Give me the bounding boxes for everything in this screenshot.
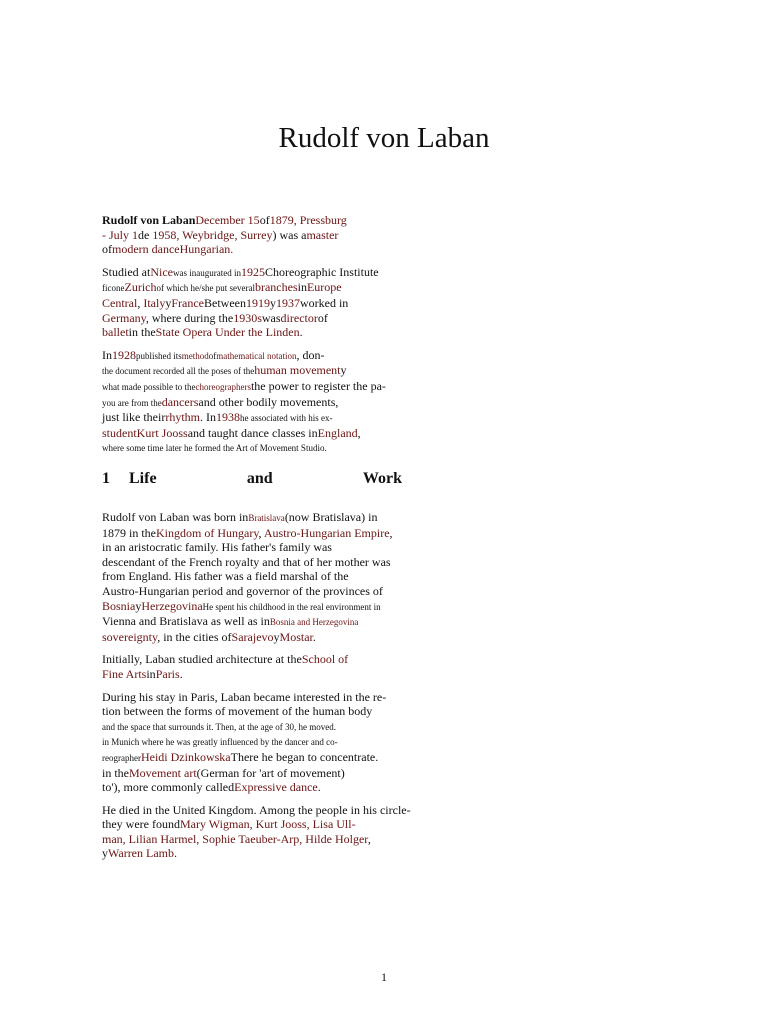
text-segment: cone [107,283,125,294]
text-link[interactable]: man, Lilian Harmel, Sophie Taeuber-Arp, Hilde Holger [102,831,368,846]
text-link[interactable]: Herzegovina [141,598,203,613]
text-link[interactable]: 1930s [233,310,262,325]
text-segment: descendant of the French royalty and that of her mother was [102,554,391,569]
text-segment: in Munich where he was greatly influenced by the dancer and co- [102,737,338,748]
text-link[interactable]: Heidi Dzinkowska [140,749,231,764]
text-segment: Rudolf von Laban was born in [102,510,249,524]
text-link[interactable]: Nice [150,264,173,279]
text-link[interactable]: Fine Arts [102,666,147,681]
text-line [102,569,402,584]
text-segment: In [102,347,112,362]
text-segment: worked in [299,295,349,310]
text-link[interactable]: Kurt Jooss [136,425,188,440]
text-link[interactable]: Kingdom of Hungary [156,525,259,540]
text-segment: tion between the forms of movement of the human body [102,704,373,719]
text-segment: , don- [296,347,325,362]
text-link[interactable]: 1925 [240,264,265,279]
text-line [102,704,402,719]
text-link[interactable]: director [280,310,318,325]
text-line [102,630,402,645]
text-segment: y [135,598,142,613]
text-link[interactable]: Germany [102,310,146,325]
text-segment: , [258,525,264,540]
text-segment: and the space that surrounds it. Then, at the age of 30, he moved. [102,721,337,732]
text-line [102,667,402,682]
text-segment: in an aristocratic family. His father's family was [102,540,332,555]
text-line [102,599,402,615]
text-line [102,228,402,243]
text-segment: Vienna and Bratislava as well as in [102,614,270,629]
text-segment: , in the cities of [157,629,232,644]
text-segment: y [269,295,276,310]
page-number: 1 [381,970,387,984]
text-link[interactable]: Europe [306,280,342,295]
paragraph [102,690,402,795]
text-link[interactable]: Bosnia [102,598,136,613]
text-link[interactable]: France [171,295,204,310]
text-segment: the power to register the pa- [250,378,386,393]
paragraph [102,652,402,681]
text-link[interactable]: student [102,425,137,440]
text-link[interactable]: dancers [161,394,199,409]
text-line [102,410,402,426]
paragraph [102,213,402,257]
text-link[interactable]: Mary Wigman, Kurt Jooss, Lisa Ull- [179,817,356,832]
text-link[interactable]: State Opera Under the Linden [155,325,300,340]
text-line [102,540,402,555]
text-segment: , where during the [145,310,234,325]
text-segment: , [137,295,144,310]
text-segment: y [102,846,108,861]
text-segment: , [367,831,371,846]
text-segment: , [357,425,361,440]
text-link[interactable]: Central [102,295,138,310]
text-line [102,311,402,326]
text-segment: . In [200,410,216,425]
text-link[interactable]: 1938 [216,410,240,425]
section-word: Work [362,470,402,487]
text-segment: y [340,363,347,378]
text-link[interactable]: Zurich [124,280,157,295]
text-line [102,426,402,441]
text-link[interactable]: 1928 [112,347,136,362]
text-line [102,584,402,599]
text-link[interactable]: human movement [254,363,341,378]
text-link[interactable]: Hungarian. [179,242,234,257]
text-segment: of which he/she put several [156,283,255,294]
text-line [102,510,402,526]
text-line [102,395,402,411]
text-segment: where some time later he formed the Art of Movement Studio. [102,443,327,454]
text-line [102,802,411,818]
text-segment: 1879 in the [102,525,156,540]
text-segment: in the [128,325,156,340]
text-segment: . [317,780,321,795]
paragraph [102,510,402,644]
text-segment: was [261,310,281,325]
text-link[interactable]: Warren Lamb [108,846,174,861]
text-segment: and taught dance classes in [187,425,318,440]
text-segment: just like their [102,410,166,425]
section-word: and [246,470,273,487]
text-segment: Between [203,295,246,310]
text-segment: y [165,295,172,310]
text-segment: Rudolf von Laban [102,213,196,227]
text-segment: Austro-Hungarian period and governor of the provinces of [102,583,383,598]
text-segment: of [208,350,217,361]
text-line [102,750,402,766]
text-segment: . [179,666,183,681]
text-line [102,734,402,750]
text-link[interactable]: December 15 [195,213,260,227]
text-link[interactable]: Paris [155,666,180,681]
text-line [102,766,402,781]
text-segment: reographer [102,752,141,763]
text-segment: from England. His father was a field marshal of the [102,569,349,584]
text-line [102,817,402,832]
text-segment: y [273,629,280,644]
text-segment: de [138,227,153,242]
text-line [102,719,402,735]
text-segment: During his stay in Paris, Laban became interested in the re- [102,689,387,704]
text-line [102,280,402,296]
text-line [102,265,402,281]
text-link[interactable]: rhythm [165,410,200,425]
text-segment: you are from the [102,397,162,408]
text-link[interactable]: Movement art [129,765,197,780]
body-section [102,510,411,869]
text-segment: Initially, Laban studied architecture at the [102,652,302,667]
text-segment: the document recorded all the poses of the [102,366,255,377]
text-segment: Studied at [102,264,151,279]
text-line [102,363,402,379]
text-segment: , [389,525,393,540]
text-line [102,440,402,456]
text-link[interactable]: Expressive dance [234,780,318,795]
text-segment: (German for 'art of movement) [196,765,345,780]
text-segment: (now Bratislava) in [284,510,378,524]
text-line [102,846,402,861]
text-link[interactable]: sovereignty [102,629,158,644]
text-link[interactable]: School of [301,652,349,667]
text-segment: of [317,310,328,325]
text-link[interactable]: Bosnia and Herzegovina [269,617,359,628]
text-link[interactable]: England [317,425,358,440]
text-link[interactable]: Sarajevo [231,629,274,644]
text-link[interactable]: modern dance [112,242,180,257]
text-segment: of [102,242,112,257]
text-line [102,379,402,395]
paragraph [102,348,402,456]
text-link[interactable]: master [306,227,339,242]
text-segment: what made possible to the [102,381,196,392]
text-line [102,526,402,541]
text-segment: of [259,213,270,227]
text-link[interactable]: choreographers [195,381,251,392]
text-line [102,652,402,667]
text-line [102,614,402,630]
text-segment: and other bodily movements, [198,394,339,409]
text-line [102,213,402,228]
text-segment: . [299,325,303,340]
text-link[interactable]: Italy [143,295,166,310]
section-heading [102,470,402,488]
page-title: Rudolf von Laban [278,122,490,154]
text-line [102,348,402,364]
text-segment: he associated with his ex- [240,413,333,424]
text-segment: in [297,280,307,295]
text-link[interactable]: 1879, Pressburg [269,213,347,227]
text-segment: He spent his childhood in the real environment in [202,601,381,612]
text-segment: Choreographic Institute [264,264,379,279]
text-segment: . [174,846,177,861]
text-line [102,296,402,311]
intro-section [102,213,402,464]
text-segment: ) was a [272,227,307,242]
text-link[interactable]: - July 1 [102,227,138,242]
text-segment: was inaugurated in [172,267,241,278]
section-number: 1 [102,470,110,487]
text-link[interactable]: method [181,350,209,361]
text-link[interactable]: Mostar [279,629,313,644]
text-segment: He died in the United Kingdom. Among the people in his circle- [102,802,411,817]
text-segment: There he began to concentrate. [230,749,379,764]
text-link[interactable]: mathematical notation [216,350,297,361]
text-line [102,555,402,570]
text-link[interactable]: Austro-Hungarian Empire [263,525,390,540]
section-word: Life [129,470,157,487]
text-segment: they were found [102,817,180,832]
text-line [102,690,402,705]
text-link[interactable]: ballet [102,325,129,340]
text-line [102,325,402,340]
text-line [102,780,402,795]
paragraph [102,802,411,861]
text-segment: . [312,629,316,644]
text-link[interactable]: Bratislava [248,513,285,523]
text-segment: in [146,666,156,681]
text-link[interactable]: branches [254,280,298,295]
text-line [102,242,402,257]
paragraph [102,265,402,340]
text-segment: published its [136,350,182,361]
text-segment: fi [102,283,108,294]
text-link[interactable]: 1958, Weybridge, Surrey [152,227,273,242]
text-line [102,832,402,847]
text-segment: in the [102,765,129,780]
text-segment: to'), more commonly called [102,780,235,795]
text-link[interactable]: 1919 [245,295,270,310]
text-link[interactable]: 1937 [275,295,300,310]
